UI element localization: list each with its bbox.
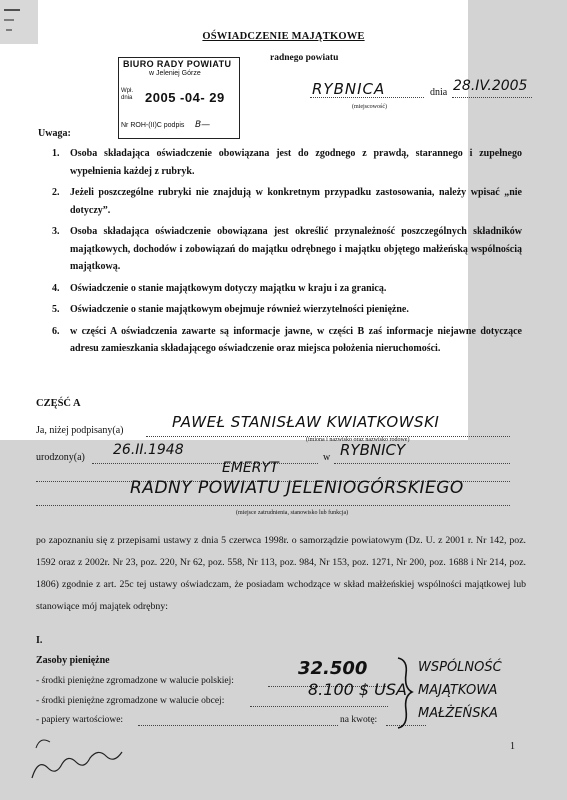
note-line-2: MAJĄTKOWA [418,683,498,698]
document-subtitle: radnego powiatu [270,53,339,63]
list-item-text: Osoba składająca oświadczenie obowiązana jest do zgodnego z prawdą, starannego i zupełnego wypełnienia każdej z rubryk. [70,148,522,177]
page-number: 1 [510,741,515,752]
list-item-number: 5. [52,304,60,315]
job-line1-handwritten: EMERYT [222,460,279,476]
name-caption: (imiona i nazwisko oraz nazwisko rodowe) [306,437,410,443]
signed-label: Ja, niżej podpisany(a) [36,425,124,436]
born-date-handwritten: 26.II.1948 [113,442,184,458]
list-item [52,301,522,319]
signature-scribble [28,728,138,784]
stamp-org-line1: BIURO RADY POWIATU [123,59,232,69]
fund-row-foreign-line [250,706,388,707]
list-item-number: 4. [52,282,60,294]
part-a-heading: CZĘŚĆ A [36,398,81,409]
list-item-number: 2. [52,187,60,198]
born-place-line [334,463,510,464]
name-handwritten: PAWEŁ STANISŁAW KWIATKOWSKI [172,413,440,431]
date-handwritten: 28.IV.2005 [453,78,528,94]
list-item [52,184,522,219]
statement-text: po zapoznaniu się z przepisami ustawy z dnia 5 czerwca 1998r. o samorządzie powiatowym (Dz. U. z 2001 r. Nr 142, poz. 1592 oraz z 2002r. Nr 23, poz. 220, Nr 62, poz. 558, Nr 113, poz. 984, Nr 153, poz. 1271, Nr 200, poz. 1688 i Nr 214, poz. 1806) zgodnie z art. 25c tej ustawy oświadczam, że posiadam wchodzące w skład małżeńskiej wspólności majątkowej lub stanowiące mój majątek odrębny: [36,535,526,612]
list-item [52,145,522,180]
stamp-org-line2: w Jeleniej Górze [149,70,201,77]
born-w: w [323,452,331,463]
list-item [52,323,522,358]
fund-row-securities-line [138,725,338,726]
fund-row-securities-suffix: na kwotę: [340,715,378,725]
fund-row-foreign-label: - środki pieniężne zgromadzone w walucie obcej: [36,696,225,706]
note-line-3: MAŁŻEŃSKA [418,706,498,721]
list-item-number: 1. [52,148,60,159]
list-item-text: Osoba składająca oświadczenie obowiązana jest określić przynależność poszczególnych składników majątkowych, dochodów i zobowiązań do majątku odrębnego i majątku objętego małżeńską wspólnością majątkową. [70,226,522,272]
fund-row-pln-label: - środki pieniężne zgromadzone w walucie polskiej: [36,676,234,686]
fund-row-pln-value: 32.500 [298,658,368,679]
list-item-text: Oświadczenie o stanie majątkowym obejmuje również wierzytelności pieniężne. [70,304,409,315]
registration-stamp [118,57,240,139]
place-caption: (miejscowość) [352,104,387,110]
brace-icon [394,656,416,730]
instructions-list [52,145,522,362]
place-line [310,97,424,98]
born-place-handwritten: RYBNICY [340,441,406,459]
list-item-number: 6. [52,325,60,337]
list-item-text: w części A oświadczenia zawarte są informacje jawne, w części B zaś informacje niejawne dotyczące adresu zamieszkania składającego oświadczenie oraz miejsca położenia nieruchomości. [70,325,522,354]
list-item-text: Jeżeli poszczególne rubryki nie znajdują w konkretnym przypadku zastosowania, należy wpisać „nie dotyczy”. [70,187,522,216]
stamp-date: 2005 -04- 29 [145,90,225,105]
fund-row-securities-label: - papiery wartościowe: [36,715,124,725]
section-i-heading: I. [36,635,43,646]
fund-row-foreign-value: 8.100 $ USA [308,680,407,699]
list-item [52,280,522,298]
place-handwritten: RYBNICA [312,80,386,98]
date-prefix: dnia [430,87,448,98]
stamp-wpl-label: Wpł. dnia [121,88,133,101]
note-line-1: WSPÓLNOŚĆ [418,660,502,675]
list-item-text: Oświadczenie o stanie majątkowym dotyczy majątku w kraju i za granicą. [70,282,387,294]
job-line2-handwritten: RADNY POWIATU JELENIOGÓRSKIEGO [130,478,464,498]
job-line-2 [36,505,510,506]
job-caption: (miejsce zatrudnienia, stanowisko lub funkcja) [236,510,349,516]
list-item [52,223,522,276]
date-line [452,97,532,98]
list-item-number: 3. [52,226,60,237]
zasoby-heading: Zasoby pieniężne [36,655,110,666]
document-title: OŚWIADCZENIE MAJĄTKOWE [202,31,365,42]
uwaga-heading: Uwaga: [38,128,71,139]
stamp-signature: B— [195,120,211,130]
born-label: urodzony(a) [36,452,85,463]
born-date-line [92,463,318,464]
stamp-nr-label: Nr ROH-(II)C podpis [121,122,185,129]
